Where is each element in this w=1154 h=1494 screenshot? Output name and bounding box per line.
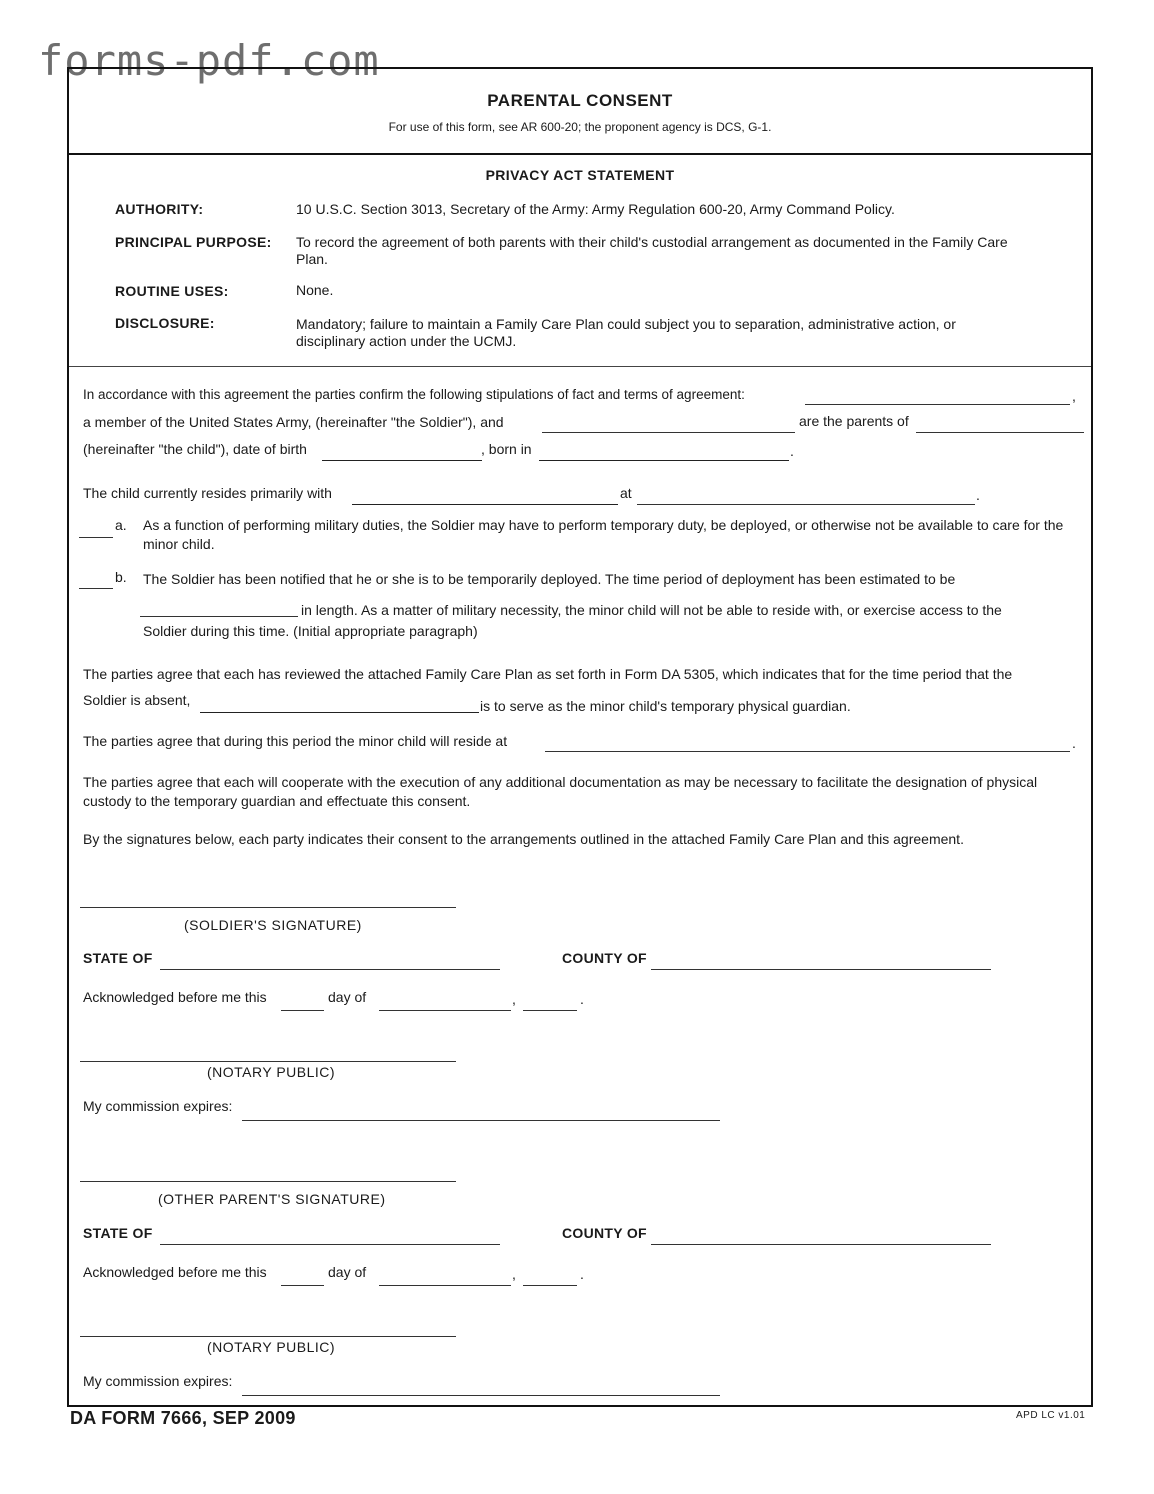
form-version: APD LC v1.01 [1016, 1410, 1086, 1421]
form-title: PARENTAL CONSENT [487, 91, 673, 110]
commission-text-2: My commission expires: [83, 1373, 233, 1389]
birthplace-field[interactable] [539, 460, 789, 461]
reside-at-text: The parties agree that during this period the minor child will reside at [83, 733, 508, 749]
disclosure-label: DISCLOSURE: [115, 315, 215, 331]
initial-b-field[interactable] [79, 588, 113, 589]
soldier-signature-label: (SOLDIER'S SIGNATURE) [184, 917, 362, 933]
at-text: at [620, 485, 632, 501]
initial-a-field[interactable] [79, 537, 113, 538]
commission-field-1[interactable] [242, 1120, 720, 1121]
ack-comma-2: , [512, 1266, 516, 1282]
other-parent-signature-label: (OTHER PARENT'S SIGNATURE) [158, 1191, 386, 1207]
child-dob-text: (hereinafter "the child"), date of birth [83, 441, 307, 457]
resides-with-field[interactable] [352, 504, 618, 505]
ack-before-text-1: Acknowledged before me this [83, 989, 267, 1005]
form-subtitle: For use of this form, see AR 600-20; the proponent agency is DCS, G-1. [388, 120, 772, 134]
county-field-2[interactable] [651, 1244, 991, 1245]
child-name-field[interactable] [916, 432, 1084, 433]
ack-period-1: . [580, 991, 584, 1007]
notary-label-1: (NOTARY PUBLIC) [207, 1064, 336, 1080]
item-b-text: The Soldier has been notified that he or she is to be temporarily deployed. The time period of deployment has been estimated to be [143, 571, 956, 587]
notary-signature-field-1[interactable] [80, 1061, 456, 1062]
routine-uses-text: None. [296, 282, 334, 298]
county-of-label-1: COUNTY OF [562, 950, 647, 966]
ack-before-text-2: Acknowledged before me this [83, 1264, 267, 1280]
notary-label-2: (NOTARY PUBLIC) [207, 1339, 336, 1355]
item-b-letter: b. [115, 569, 127, 585]
reviewed-text: The parties agree that each has reviewed the attached Family Care Plan as set forth in Form DA 5305, which indicates that for the time period that the [83, 666, 1013, 682]
privacy-title: PRIVACY ACT STATEMENT [485, 167, 675, 183]
state-of-label-1: STATE OF [83, 950, 153, 966]
item-b-length-text: in length. As a matter of military necessity, the minor child will not be able to reside with, or exercise access to the [301, 602, 1002, 618]
guardian-residence-field[interactable] [545, 751, 1070, 752]
item-b-end-text: Soldier during this time. (Initial appropriate paragraph) [143, 623, 478, 639]
reside-at-period: . [1072, 735, 1076, 751]
principal-purpose-text: To record the agreement of both parents with their child's custodial arrangement as documented in the Family Care Plan. [296, 234, 1008, 267]
county-of-label-2: COUNTY OF [562, 1225, 647, 1241]
authority-text: 10 U.S.C. Section 3013, Secretary of the Army: Army Regulation 600-20, Army Command Policy. [296, 201, 895, 217]
ack-day-field-1[interactable] [281, 1010, 324, 1011]
ack-month-field-2[interactable] [379, 1285, 511, 1286]
day-of-text-1: day of [328, 989, 367, 1005]
commission-text-1: My commission expires: [83, 1098, 233, 1114]
routine-uses-label: ROUTINE USES: [115, 283, 229, 299]
form-id: DA FORM 7666, SEP 2009 [70, 1408, 296, 1428]
born-in-text: , born in [481, 441, 532, 457]
form-header [69, 69, 1091, 155]
item-a-letter: a. [115, 517, 127, 533]
soldier-signature-field[interactable] [80, 907, 456, 908]
privacy-act-statement [69, 155, 1091, 367]
ack-year-field-2[interactable] [523, 1285, 577, 1286]
residence-address-field[interactable] [637, 504, 975, 505]
ack-day-field-2[interactable] [281, 1285, 324, 1286]
guardian-text: is to serve as the minor child's temporary physical guardian. [480, 698, 851, 714]
resides-period: . [976, 487, 980, 503]
principal-purpose-label: PRINCIPAL PURPOSE: [115, 234, 272, 250]
parents-of-text: are the parents of [799, 413, 909, 429]
state-field-1[interactable] [160, 969, 500, 970]
signatures-note: By the signatures below, each party indicates their consent to the arrangements outlined in the attached Family Care Plan and this agreement. [83, 831, 964, 847]
member-of-text: a member of the United States Army, (hereinafter "the Soldier"), and [83, 414, 504, 430]
other-parent-name-field[interactable] [542, 432, 795, 433]
resides-with-text: The child currently resides primarily with [83, 485, 332, 501]
ack-year-field-1[interactable] [523, 1010, 577, 1011]
born-in-period: . [790, 443, 794, 459]
ack-comma-1: , [512, 991, 516, 1007]
intro-comma: , [1072, 388, 1076, 404]
disclosure-text: Mandatory; failure to maintain a Family Care Plan could subject you to separation, administrative action, or disciplinary action under the UCMJ. [296, 316, 956, 349]
soldier-name-field[interactable] [805, 404, 1070, 405]
watermark: forms-pdf.com [38, 36, 380, 85]
item-a-text: As a function of performing military duties, the Soldier may have to perform temporary duty, be deployed, or otherwise not be available to care for the minor child. [143, 517, 1064, 552]
cooperate-text: The parties agree that each will cooperate with the execution of any additional documentation as may be necessary to facilitate the designation of physical custody to the temporary guardian and effectuate this consent. [83, 774, 1038, 809]
deployment-length-field[interactable] [140, 616, 298, 617]
state-of-label-2: STATE OF [83, 1225, 153, 1241]
county-field-1[interactable] [651, 969, 991, 970]
absent-text: Soldier is absent, [83, 692, 191, 708]
commission-field-2[interactable] [242, 1395, 720, 1396]
day-of-text-2: day of [328, 1264, 367, 1280]
state-field-2[interactable] [160, 1244, 500, 1245]
ack-period-2: . [580, 1266, 584, 1282]
authority-label: AUTHORITY: [115, 201, 204, 217]
intro-text: In accordance with this agreement the parties confirm the following stipulations of fact and terms of agreement: [83, 387, 745, 402]
guardian-name-field[interactable] [200, 712, 479, 713]
notary-signature-field-2[interactable] [80, 1336, 456, 1337]
other-parent-signature-field[interactable] [80, 1181, 456, 1182]
date-of-birth-field[interactable] [322, 460, 482, 461]
ack-month-field-1[interactable] [379, 1010, 511, 1011]
